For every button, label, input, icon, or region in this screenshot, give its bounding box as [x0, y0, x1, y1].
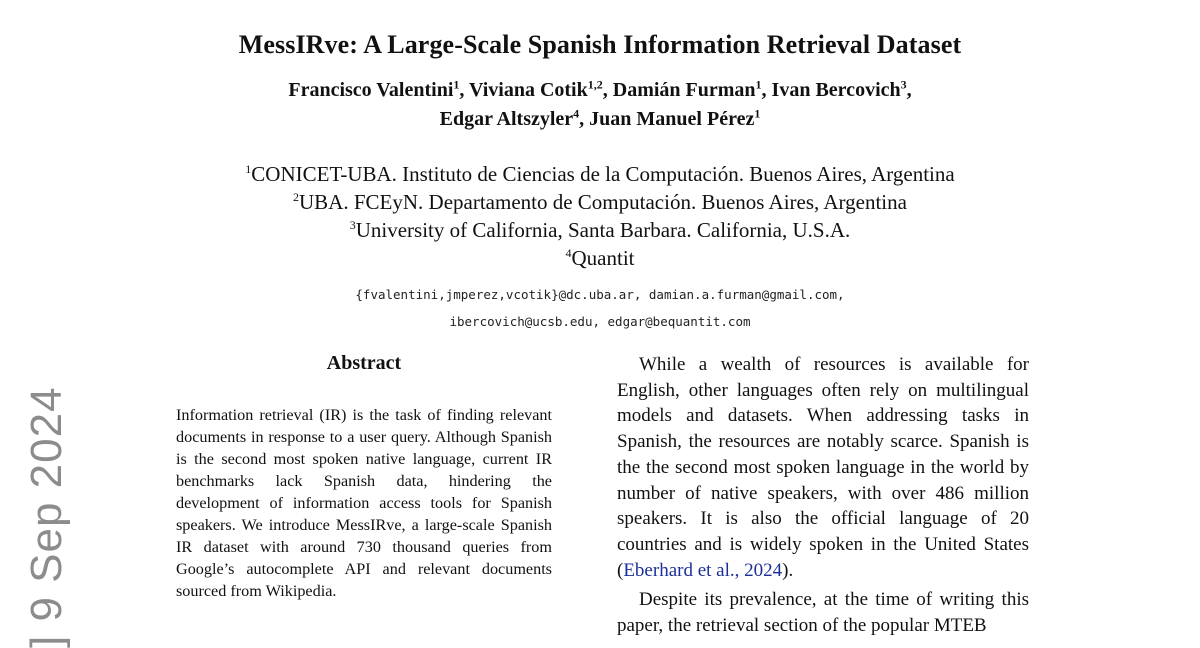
- author-line-1: [0, 76, 1200, 105]
- affiliation-text: Quantit: [571, 246, 635, 270]
- author-affiliation-mark: 1,2: [587, 77, 603, 92]
- affiliation-number: 2: [293, 190, 300, 204]
- arxiv-side-stamp: ] 9 Sep 2024: [22, 386, 71, 648]
- author-name: Viviana Cotik: [469, 79, 588, 101]
- affiliation-number: 3: [349, 218, 356, 232]
- author-affiliation-mark: 1: [755, 77, 762, 92]
- author-name: Damián Furman: [612, 79, 756, 101]
- author-name: Ivan Bercovich: [771, 79, 901, 101]
- affiliation-item: [0, 216, 1200, 244]
- affiliation-item: [0, 160, 1200, 188]
- author-affiliation-mark: 1: [754, 106, 761, 121]
- affiliation-number: 4: [565, 246, 572, 260]
- author-separator: ,: [602, 79, 613, 101]
- abstract-heading: Abstract: [326, 352, 402, 374]
- author-name: Francisco Valentini: [288, 79, 454, 101]
- email-line: {fvalentini,jmperez,vcotik}@dc.uba.ar, damian.a.furman@gmail.com,: [355, 287, 845, 302]
- author-separator: ,: [579, 108, 590, 130]
- author-separator: ,: [459, 79, 470, 101]
- introduction-column: [617, 352, 1029, 639]
- citation-link[interactable]: Eberhard et al., 2024: [623, 559, 783, 581]
- affiliation-number: 1: [245, 162, 252, 176]
- intro-paragraph-text: While a wealth of resources is available for English, other languages often rely on multilingual models and datasets. When addressing tasks in Spanish, the resources are notably scarce. Spanish is the the second most spoken language in the world by number of native speakers, with over 486 million speakers. It is also the official language of 20 countries and is widely spoken in the United States (: [617, 354, 1029, 581]
- author-list: [0, 76, 1200, 134]
- affiliation-list: [0, 160, 1200, 272]
- author-line-2: [0, 105, 1200, 134]
- author-name: Juan Manuel Pérez: [589, 108, 755, 130]
- abstract-text: Information retrieval (IR) is the task of finding relevant documents in response to a user query. Although Spanish is the second most spoken native language, current IR benchmarks lack Spanish data, hindering the development of information access tools for Spanish speakers. We introduce MessIRve, a large-scale Spanish IR dataset with around 730 thousand queries from Google’s autocomplete API and relevant documents sourced from Wikipedia.: [176, 406, 552, 600]
- affiliation-text: CONICET-UBA. Instituto de Ciencias de la Computación. Buenos Aires, Argentina: [251, 162, 955, 186]
- author-affiliation-mark: 1: [453, 77, 460, 92]
- intro-paragraph: Despite its prevalence, at the time of writing this paper, the retrieval section of the popular MTEB: [617, 589, 1029, 637]
- author-separator: ,: [761, 79, 772, 101]
- email-list: [0, 281, 1200, 335]
- affiliation-text: University of California, Santa Barbara. California, U.S.A.: [355, 218, 851, 242]
- intro-paragraph: [617, 352, 1029, 583]
- email-line: ibercovich@ucsb.edu, edgar@bequantit.com: [449, 314, 751, 329]
- affiliation-item: [0, 244, 1200, 272]
- affiliation-item: [0, 188, 1200, 216]
- author-affiliation-mark: 4: [573, 106, 580, 121]
- author-name: Edgar Altszyler: [439, 108, 574, 130]
- affiliation-text: UBA. FCEyN. Departamento de Computación. Buenos Aires, Argentina: [299, 190, 907, 214]
- author-separator: ,: [906, 79, 912, 101]
- intro-paragraph-end: ).: [782, 559, 794, 581]
- author-affiliation-mark: 3: [900, 77, 907, 92]
- paper-title: MessIRve: A Large-Scale Spanish Information Retrieval Dataset: [238, 30, 962, 59]
